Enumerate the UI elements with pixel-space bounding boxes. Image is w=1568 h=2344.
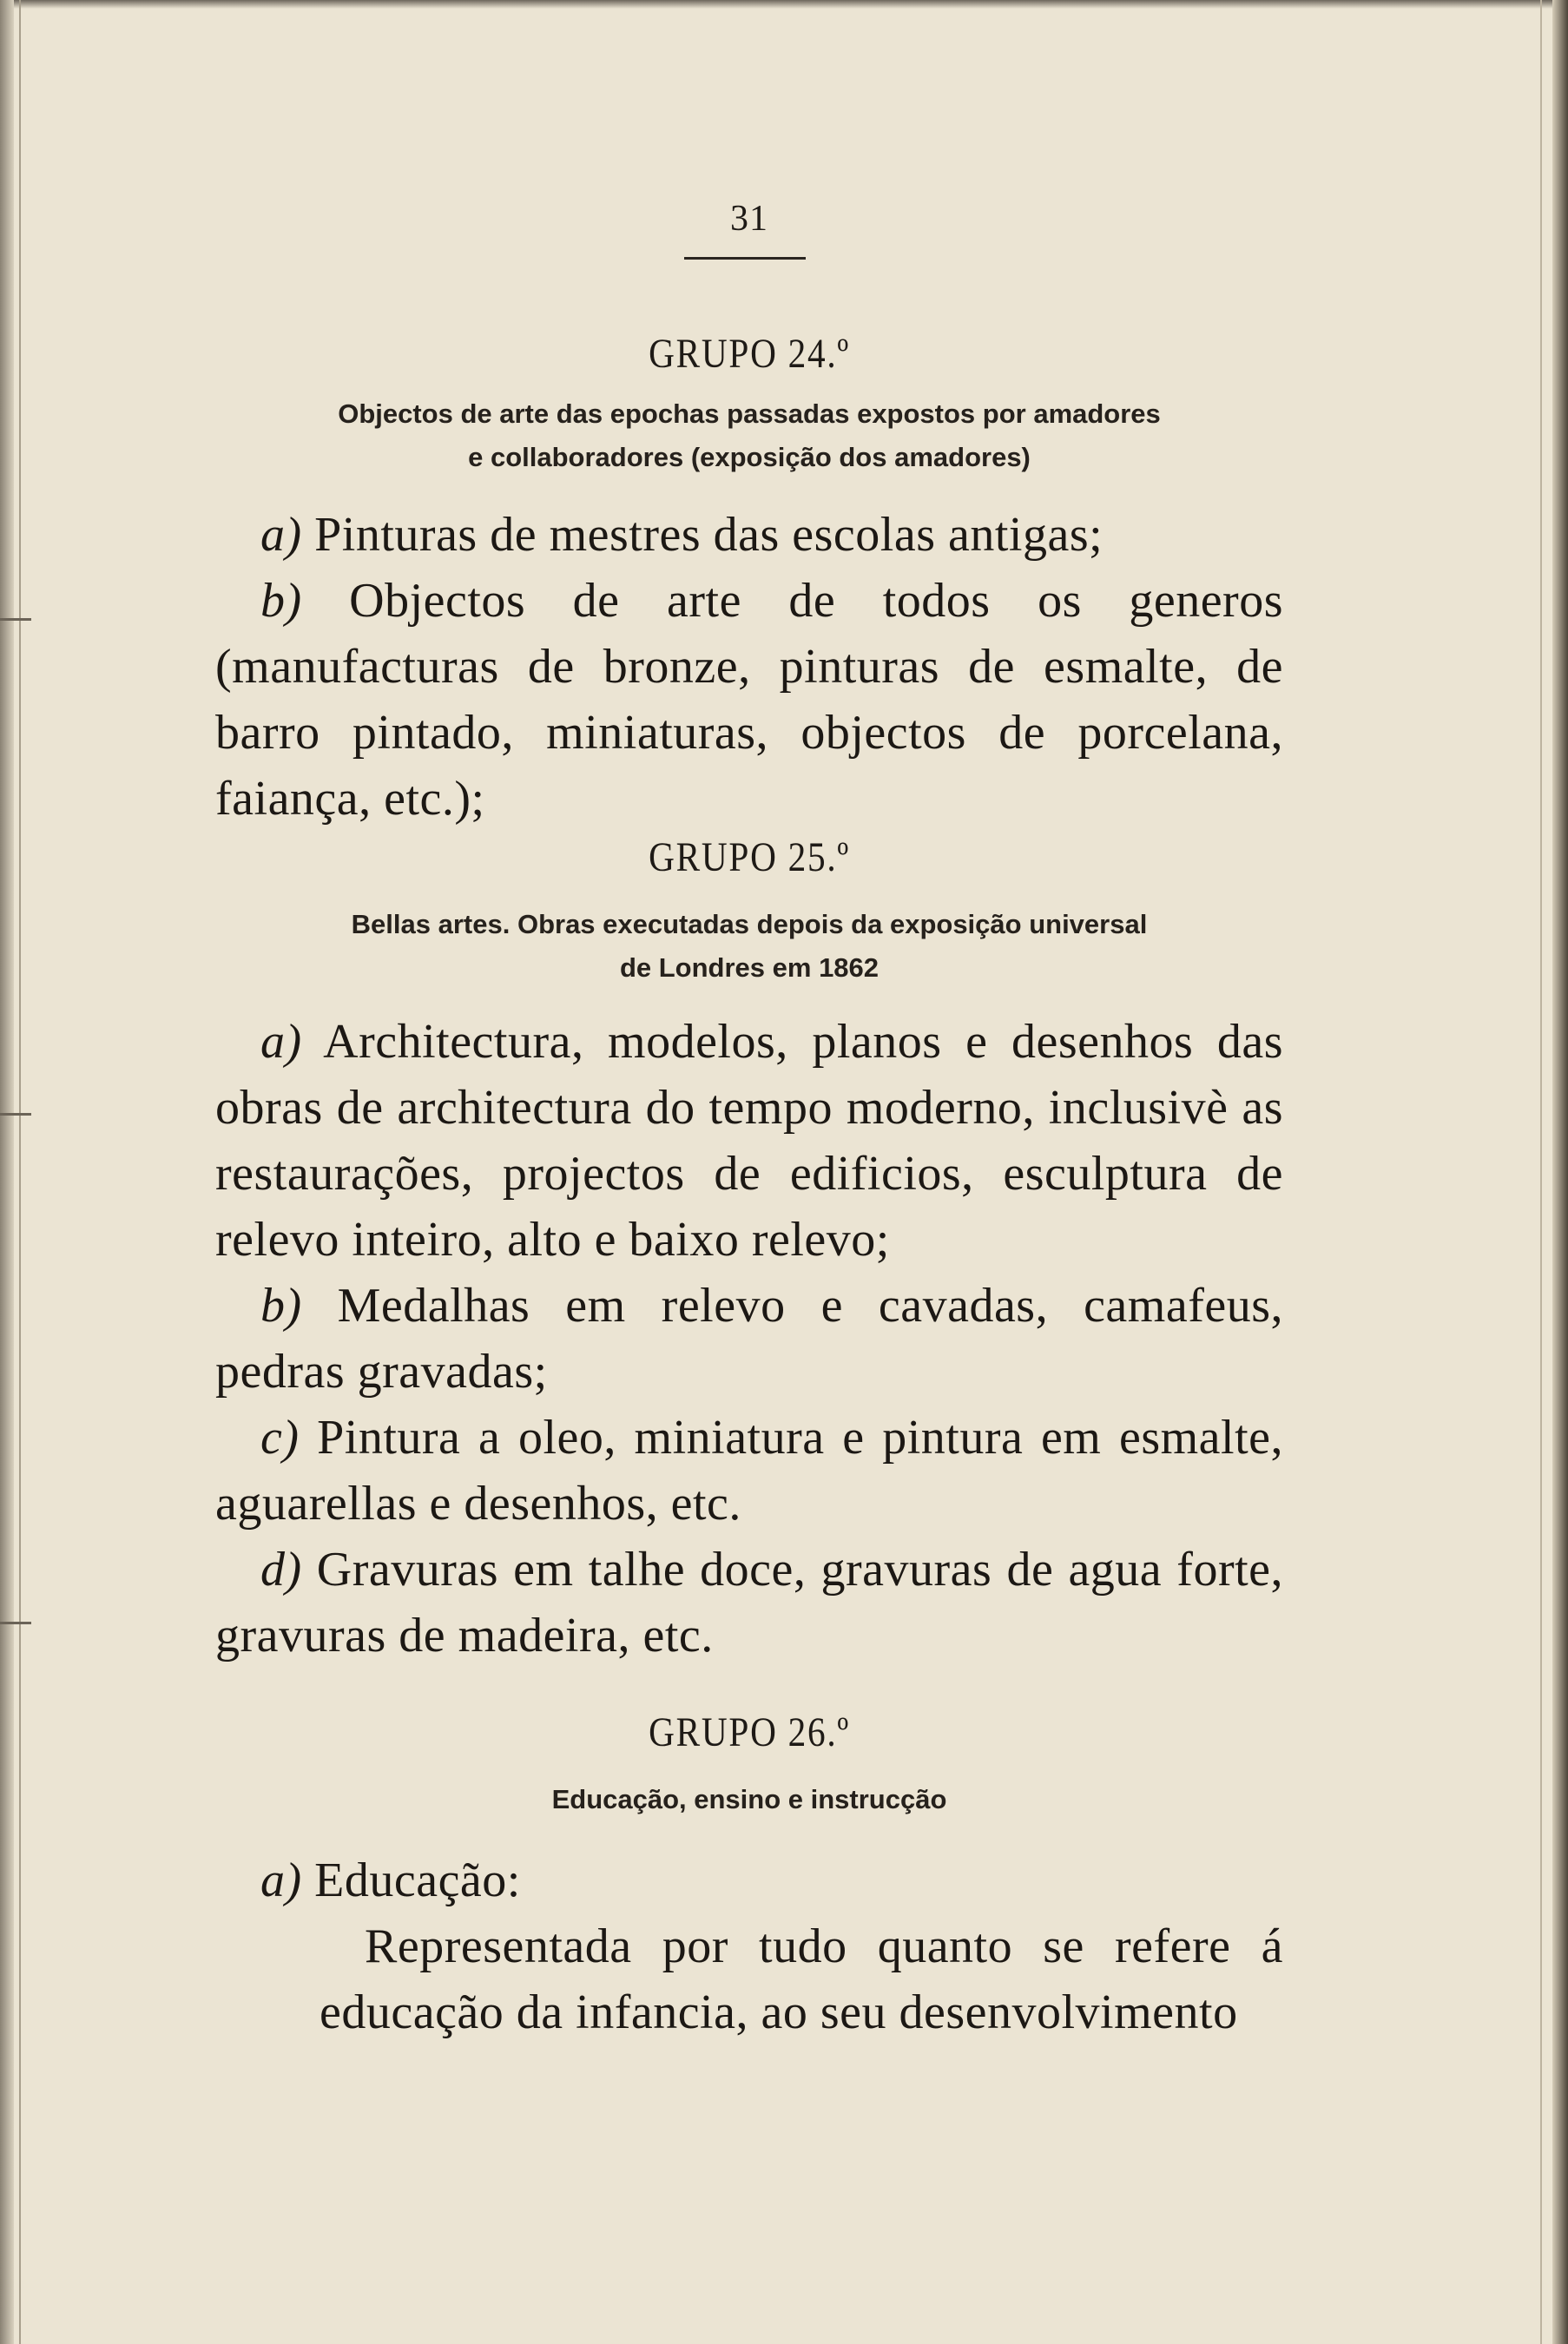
- list-item: [215, 1537, 1283, 1669]
- subtitle-line: Educação, ensino e instrucção: [551, 1784, 947, 1814]
- list-item: [215, 568, 1283, 832]
- group-subtitle: [215, 392, 1283, 479]
- item-label: c): [260, 1411, 300, 1465]
- page-top-edge: [0, 0, 1568, 9]
- group-body: [215, 1009, 1283, 1669]
- page-left-edge: [0, 0, 14, 2344]
- subtitle-line: Objectos de arte das epochas passadas expostos por amadores: [338, 398, 1161, 429]
- page-right-edge: [1552, 0, 1568, 2344]
- list-item: [215, 1273, 1283, 1405]
- item-label: a): [260, 508, 302, 562]
- list-item: [215, 1009, 1283, 1273]
- page-number-rule: [684, 257, 806, 260]
- margin-tick: [0, 1622, 31, 1624]
- item-text: Medalhas em relevo e cavadas, camafeus, pedras gravadas;: [215, 1279, 1283, 1399]
- item-text: Pinturas de mestres das escolas antigas;: [314, 508, 1104, 562]
- item-text: Objectos de arte de todos os generos (manufacturas de bronze, pinturas de esmalte, de barro pintado, miniaturas, objectos de porcelana, faiança, etc.);: [215, 574, 1283, 826]
- margin-tick: [0, 1113, 31, 1116]
- subtitle-line: e collaboradores (exposição dos amadores): [468, 442, 1031, 472]
- group-subtitle: [215, 1778, 1283, 1821]
- item-label: a): [260, 1015, 302, 1069]
- group-title: GRUPO 24.º: [649, 331, 850, 377]
- subtitle-line: Bellas artes. Obras executadas depois da exposição universal: [351, 909, 1148, 939]
- page-right-line: [1540, 0, 1542, 2344]
- list-item: [215, 1405, 1283, 1537]
- binding-line: [19, 0, 21, 2344]
- subtitle-line: de Londres em 1862: [619, 952, 880, 983]
- paragraph: Representada por tudo quanto se refere á educação da infancia, ao seu desenvolvimento: [320, 1919, 1283, 2039]
- item-text: Architectura, modelos, planos e desenhos das obras de architectura do tempo moderno, inclusivè as restaurações, projectos de edificios, esculptura de relevo inteiro, alto e baixo relevo;: [215, 1015, 1283, 1267]
- item-text: Educação:: [314, 1853, 521, 1907]
- item-text: Pintura a oleo, miniatura e pintura em esmalte, aguarellas e desenhos, etc.: [215, 1411, 1284, 1531]
- group-subtitle: [215, 903, 1283, 990]
- margin-tick: [0, 618, 31, 621]
- list-item: [215, 502, 1283, 568]
- item-label: b): [260, 1279, 302, 1333]
- item-label: a): [260, 1853, 302, 1907]
- item-label: d): [260, 1543, 302, 1597]
- group-body: [215, 1847, 1283, 2045]
- group-title: GRUPO 25.º: [649, 834, 850, 880]
- list-item: [215, 1847, 1283, 1913]
- page-number: 31: [730, 199, 768, 239]
- group-title: GRUPO 26.º: [649, 1709, 850, 1755]
- item-text: Gravuras em talhe doce, gravuras de agua forte, gravuras de madeira, etc.: [215, 1543, 1283, 1663]
- item-label: b): [260, 574, 302, 628]
- group-body: [215, 502, 1283, 832]
